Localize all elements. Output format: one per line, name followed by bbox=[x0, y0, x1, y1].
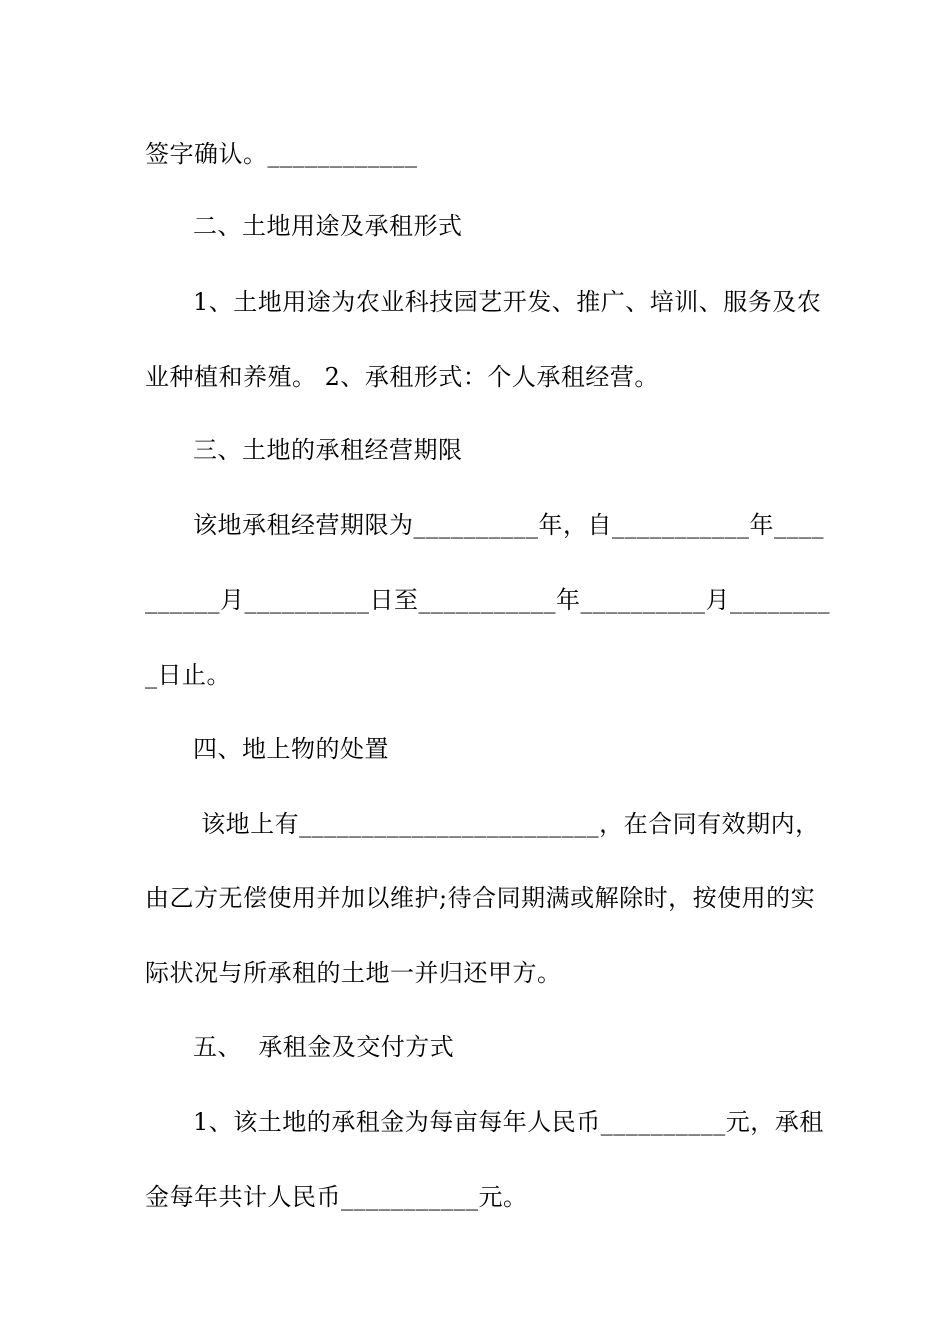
paragraph-line: 1、土地用途为农业科技园艺开发、推广、培训、服务及农 bbox=[193, 288, 822, 316]
section-heading: 二、土地用途及承租形式 bbox=[193, 212, 463, 240]
paragraph-line: 该地承租经营期限为__________年，自___________年____ bbox=[193, 511, 824, 539]
paragraph-line: 签字确认。____________ bbox=[145, 140, 418, 168]
paragraph-line: _日止。 bbox=[145, 661, 231, 689]
paragraph-line: 金每年共计人民币___________元。 bbox=[145, 1183, 528, 1211]
section-heading: 三、土地的承租经营期限 bbox=[193, 436, 463, 464]
paragraph-line: 1、该土地的承租金为每亩每年人民币__________元，承租 bbox=[193, 1108, 824, 1136]
paragraph-line: ______月__________日至___________年__________月________ bbox=[145, 586, 830, 614]
section-heading: 四、地上物的处置 bbox=[193, 735, 389, 763]
paragraph-line: 际状况与所承租的土地一并归还甲方。 bbox=[145, 959, 562, 987]
section-heading: 五、 承租金及交付方式 bbox=[193, 1033, 455, 1061]
paragraph-line: 由乙方无偿使用并加以维护;待合同期满或解除时，按使用的实 bbox=[145, 884, 816, 912]
paragraph-line: 业种植和养殖。 2、承租形式：个人承租经营。 bbox=[145, 363, 659, 391]
paragraph-line: 该地上有________________________，在合同有效期内， bbox=[193, 810, 820, 838]
